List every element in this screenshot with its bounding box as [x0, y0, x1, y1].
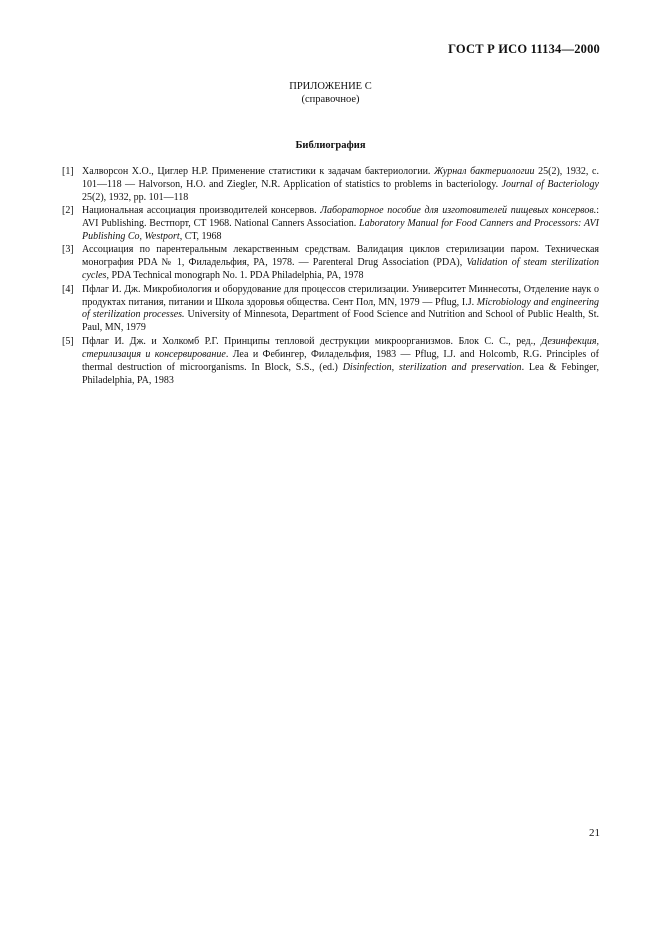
bibliography-entry-number: [4] — [62, 283, 74, 295]
bibliography-entry-number: [5] — [62, 335, 74, 347]
bibliography-italic-title: Validation of steam sterilization cycles — [82, 257, 599, 282]
bibliography-italic-title: Laboratory Manual for Food Canners and Processors: AVI Publishing Co, Westport — [82, 218, 599, 243]
bibliography-entry-text — [82, 336, 599, 386]
bibliography-entry-number: [1] — [62, 166, 74, 177]
bibliography-text-segment: . Леа и Фебингер, Филадельфия, 1983 — Pflug, I.J. and Holcomb, R.G. Principles of thermal destruction of microorganisms. In Block, S.S., (ed.) — [82, 348, 599, 373]
bibliography-entry — [62, 205, 599, 244]
bibliography-text-segment: University of Minnesota, Department of Food Science and Nutrition and School of Public Health, St. Paul, MN, 1979 — [82, 309, 599, 334]
bibliography-text-segment: Пфлаг И. Дж. Микробиология и оборудование для процессов стерилизации. Университет Миннесоты, Отделение наук о продуктах питания, питании и Школа здоровья общества. Сент Пол, MN, 1979 — Pflug, I.J. — [82, 283, 599, 308]
bibliography-text-segment: , PDA Technical monograph No. 1. PDA Philadelphia, PA, 1978 — [106, 270, 364, 282]
bibliography-entry — [62, 336, 599, 388]
bibliography-entry-text — [82, 244, 599, 281]
page-number: 21 — [589, 827, 600, 839]
bibliography-text-segment: Ассоциация по парентеральным лекарственным средствам. Валидация циклов стерилизации паром. Техническая монография PDA № 1, Филадельфия, PA, 1978. — Parenteral Drug Association (PDA), — [82, 244, 599, 269]
bibliography-text-segment: Пфлаг И. Дж. и Холкомб Р.Г. Принципы тепловой деструкции микроорганизмов. Блок С. С., ред., — [82, 335, 542, 347]
bibliography-entry-number: [2] — [62, 205, 74, 217]
bibliography-entry-text — [82, 284, 599, 334]
bibliography-text-segment: : AVI Publishing. Вестпорт, СТ 1968. National Canners Association. — [82, 205, 599, 230]
bibliography-italic-title: Disinfection, sterilization and preservation — [342, 361, 522, 373]
bibliography-list — [62, 166, 599, 388]
annex-subtitle: (справочное) — [301, 94, 360, 105]
document-standard-id: ГОСТ Р ИСО 11134—2000 — [448, 42, 600, 56]
bibliography-entry-text — [82, 205, 599, 242]
bibliography-entry-text — [82, 166, 599, 203]
bibliography-text-segment: 25(2), 1932, с. 101—118 — Halvorson, H.O. and Ziegler, N.R. Application of statistics to problems in bacteriology. — [82, 166, 599, 190]
bibliography-text-segment: Халворсон Х.О., Циглер Н.Р. Применение статистики к задачам бактериологии. — [82, 166, 435, 177]
bibliography-entry-number: [3] — [62, 244, 74, 256]
bibliography-text-segment: 25(2), 1932, pp. 101—118 — [82, 191, 189, 203]
annex-title: ПРИЛОЖЕНИЕ С — [289, 81, 372, 92]
bibliography-italic-title: Лабораторное пособие для изготовителей пищевых консервов. — [320, 205, 597, 217]
bibliography-text-segment: , СТ, 1968 — [179, 231, 222, 243]
bibliography-italic-title: Дезинфекция, стерилизация и консервирование — [82, 335, 599, 360]
bibliography-italic-title: Microbiology and engineering of sterilization processes. — [82, 296, 600, 321]
bibliography-text-segment: . Lea & Febinger, Philadelphia, PA, 1983 — [82, 361, 599, 386]
bibliography-entry — [62, 284, 599, 336]
bibliography-italic-title: Journal of Bacteriology — [501, 178, 599, 190]
bibliography-text-segment: Национальная ассоциация производителей консервов. — [82, 205, 321, 217]
bibliography-title: Библиография — [295, 140, 366, 151]
bibliography-entry — [62, 166, 599, 205]
bibliography-entry — [62, 244, 599, 283]
annex-heading — [0, 80, 661, 106]
bibliography-italic-title: Журнал бактериологии — [434, 166, 535, 177]
